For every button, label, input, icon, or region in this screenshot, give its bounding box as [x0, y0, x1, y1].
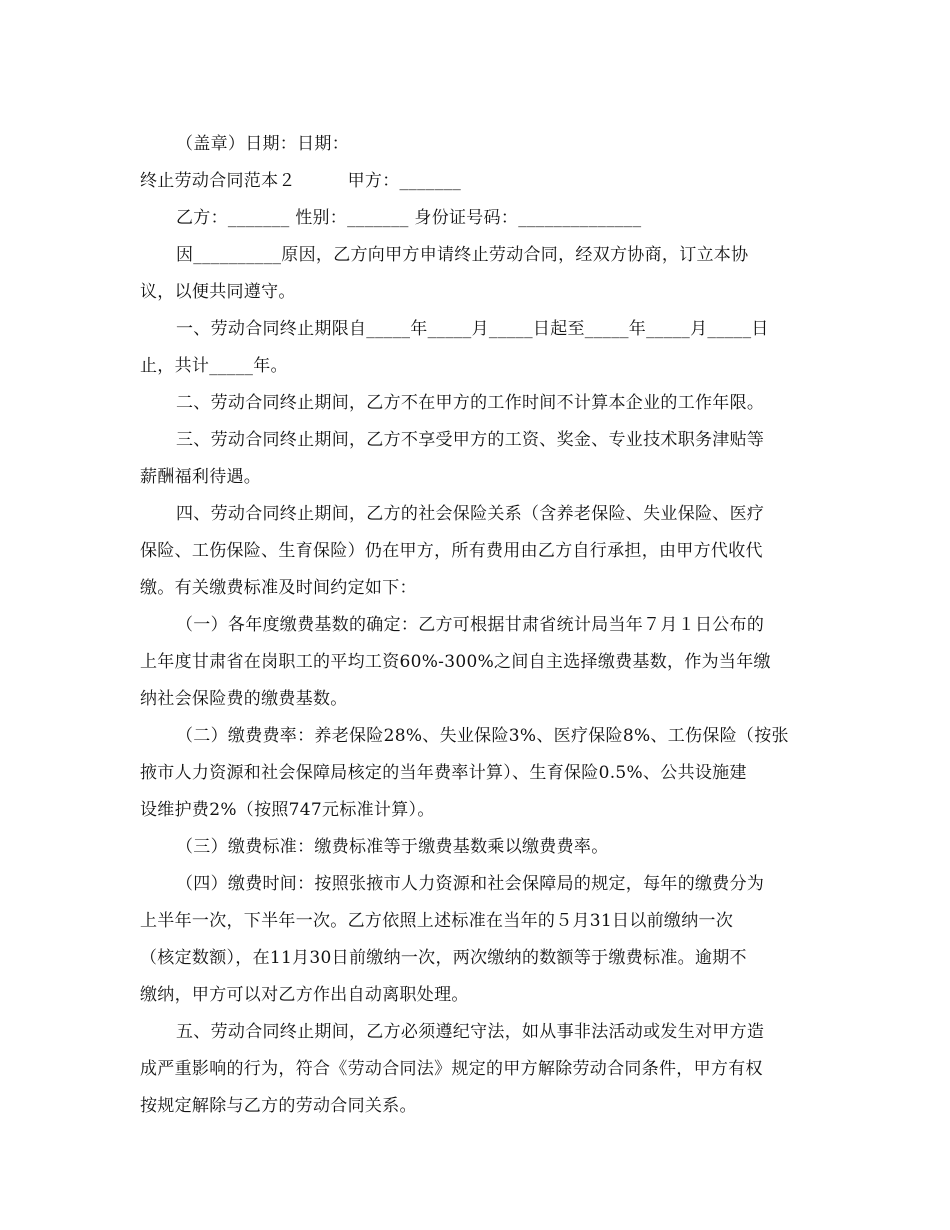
subclause-4-line-3: （核定数额），在11月30日前缴纳一次，两次缴纳的数额等于缴费标准。逾期不: [140, 948, 747, 968]
clause-4-line-3: 缴。有关缴费标准及时间约定如下：: [140, 578, 417, 598]
subclause-4-line-4: 缴纳，甲方可以对乙方作出自动离职处理。: [140, 985, 469, 1005]
subclause-2-line-1: （二）缴费费率：养老保险28%、失业保险3%、医疗保险8%、工伤保险（按张: [176, 726, 789, 746]
clause-3-line-2: 薪酬福利待遇。: [140, 467, 262, 487]
subclause-4-line-2: 上半年一次，下半年一次。乙方依照上述标准在当年的５月31日以前缴纳一次: [140, 911, 734, 931]
seal-date-line: （盖章）日期：日期：: [176, 134, 349, 154]
subclause-1-line-2: 上年度甘肃省在岗职工的平均工资60%-300%之间自主选择缴费基数，作为当年缴: [140, 652, 771, 672]
clause-4-line-1: 四、劳动合同终止期间，乙方的社会保险关系（含养老保险、失业保险、医疗: [176, 504, 765, 524]
subclause-1-line-3: 纳社会保险费的缴费基数。: [140, 689, 348, 709]
clause-5-line-1: 五、劳动合同终止期间，乙方必须遵纪守法，如从事非法活动或发生对甲方造: [176, 1022, 765, 1042]
intro-line-2: 议，以便共同遵守。: [140, 282, 296, 302]
subclause-2-line-3: 设维护费2%（按照747元标准计算）。: [140, 800, 435, 820]
subclause-2-line-2: 掖市人力资源和社会保障局核定的当年费率计算）、生育保险0.5%、公共设施建: [140, 763, 747, 783]
clause-3-line-1: 三、劳动合同终止期间，乙方不享受甲方的工资、奖金、专业技术职务津贴等: [176, 430, 765, 450]
subclause-4-line-1: （四）缴费时间：按照张掖市人力资源和社会保障局的规定，每年的缴费分为: [176, 874, 765, 894]
clause-5-line-2: 成严重影响的行为，符合《劳动合同法》规定的甲方解除劳动合同条件，甲方有权: [140, 1059, 763, 1079]
subclause-3-line-1: （三）缴费标准：缴费标准等于缴费基数乘以缴费费率。: [176, 837, 609, 857]
clause-5-line-3: 按规定解除与乙方的劳动合同关系。: [140, 1096, 417, 1116]
subclause-1-line-1: （一）各年度缴费基数的确定：乙方可根据甘肃省统计局当年７月１日公布的: [176, 615, 765, 635]
clause-4-line-2: 保险、工伤保险、生育保险）仍在甲方，所有费用由乙方自行承担，由甲方代收代: [140, 541, 763, 561]
clause-1-line-2: 止，共计_____年。: [140, 356, 288, 376]
clause-2-line-1: 二、劳动合同终止期间，乙方不在甲方的工作时间不计算本企业的工作年限。: [176, 393, 765, 413]
party-b-info-line: 乙方：_______ 性别：_______ 身份证号码：______________: [176, 208, 642, 228]
intro-line-1: 因__________原因，乙方向甲方申请终止劳动合同，经双方协商，订立本协: [176, 245, 749, 265]
clause-1-line-1: 一、劳动合同终止期限自_____年_____月_____日起至_____年_____月_____日: [176, 319, 769, 339]
document-title-line: 终止劳动合同范本２ 甲方：_______: [140, 171, 462, 191]
